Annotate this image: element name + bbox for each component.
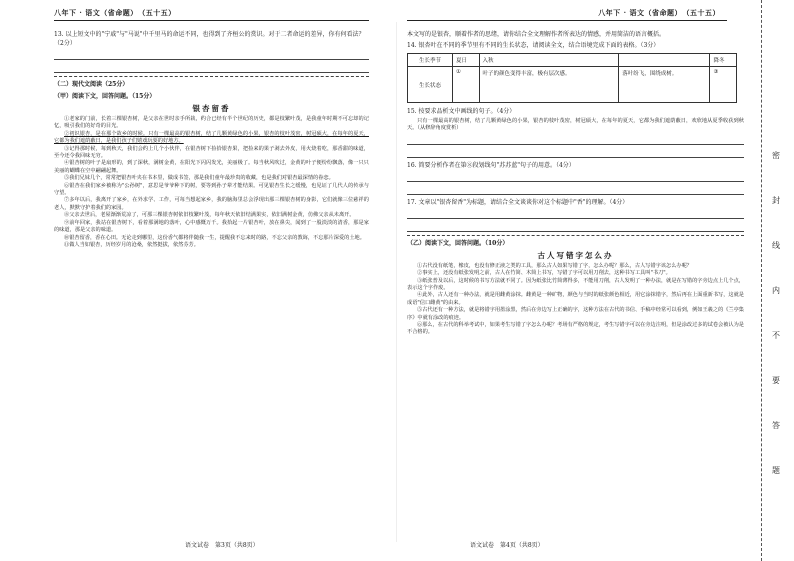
answer-line[interactable] — [407, 172, 744, 182]
answer-line[interactable] — [407, 135, 744, 145]
table-answer-cell[interactable]: ① — [453, 67, 480, 103]
essay-title: 古人写错字怎么办 — [537, 250, 614, 260]
essay-paragraph: ③纸张普及以后，这时候的书写方法就不同了。因为纸张比竹简薄得多，不能用刀削，古人发明了一种办法，就是在写错的字旁边点上几个点，表示这个字作废。 — [407, 277, 744, 292]
answer-line[interactable] — [54, 50, 369, 60]
section-heading: （二）现代文阅读（25分） — [54, 81, 129, 88]
section-divider — [407, 235, 744, 236]
essay-paragraph: ③记得那时候，每到秋天，我们会约上几个小伙伴，在银杏树下捡拾银杏果，把捡来的果子剥去外皮，用火烧着吃，那香甜的味道，至今还令我回味无穷。 — [54, 145, 369, 160]
essay-paragraph: ⑤古代还有一种方法，就是将错字用墨涂黑，然后在旁边写上正确的字，这种方法在古代的书信、手稿中经常可以看到，例如王羲之的《兰亭集序》中就有涂改的痕迹。 — [407, 307, 744, 321]
table-header-cell: 降冬 — [710, 54, 737, 67]
seal-line-char: 要 — [772, 376, 780, 385]
essay-paragraph: ②事实上，还没有纸张发明之前，古人在竹简、木简上书写，写错了字可以用刀削去，这种书写工具叫"书刀"。 — [417, 270, 671, 277]
question-16: 16. 简要分析作者在第⑧段划线句"苏苏蓝"句子的用意。（4分） — [407, 161, 575, 169]
left-page-header: 八年下 · 语文（省命题） （五十五） — [54, 8, 176, 17]
answer-line[interactable] — [407, 185, 744, 195]
answer-line[interactable] — [407, 222, 744, 232]
seal-line-char: 密 — [772, 151, 780, 160]
essay-paragraph: ⑨前年回家，我站在银杏树下，看着那满地的落叶，心中感慨万千。我拾起一片银杏叶，放在鼻尖，闻到了一股淡淡的清香，那是家的味道，那是父亲的味道。 — [54, 219, 369, 234]
right-page — [397, 0, 794, 561]
essay-paragraph: ⑦多年以后，我离开了家乡，在外求学、工作，可每当想起家乡，我的脑海里总会浮现出那三棵银杏树的身影，它们就像三位慈祥的老人，默默守护着我们的家园。 — [54, 197, 369, 211]
answer-line[interactable] — [54, 63, 369, 73]
essay-paragraph: ①老家的门前，长着三棵银杏树，是父亲在世时亲手所栽，约合已经有半个世纪的历史，都是枝繁叶茂，是我童年时期不可忘却的记忆，吸引我们的好奇的目光。 — [54, 116, 369, 130]
seal-line-char: 答 — [772, 421, 780, 430]
seal-line-char: 内 — [772, 286, 780, 295]
table-row-head: 生长状态 — [408, 67, 453, 103]
growth-table — [407, 53, 737, 103]
subsection-heading: （乙）阅读下文，回答问题。（10分） — [407, 239, 509, 247]
seal-line-char: 题 — [772, 466, 780, 475]
table-header-cell: 夏日 — [453, 54, 480, 67]
question-14: 14. 银杏叶在不同的季节里有不同的生长状态，请阅读全文，结合语境完成下面的表格。（3分） — [407, 42, 660, 49]
question-13: 13. 以上短文中的"宁戚"与"马说"中千里马的命运不同，也得到了齐桓公的赏识。对于二者命运的差异，你有何看法？（2分） — [54, 31, 365, 47]
question-17: 17. 文章以"银杏留香"为标题，请结合全文谈谈你对这个标题中"香"的理解。（4分） — [407, 198, 629, 206]
essay-title: 银杏留香 — [192, 104, 231, 113]
right-page-header: 八年下 · 语文（省命题） （五十五） — [598, 8, 720, 17]
essay-paragraph: ⑤我们兄妹几个，常常把银杏叶夹在书本里，做成书签，那是我们童年最珍贵的收藏，也是我们对银杏最深情的眷恋。 — [64, 175, 334, 182]
left-page-footer: 语文试卷 第3页（共8页） — [185, 542, 259, 549]
seal-line-sidebar — [761, 0, 794, 561]
seal-line-char: 不 — [772, 331, 780, 340]
table-header-cell: 生长季节 — [408, 54, 453, 67]
continued-text: 本文写的是银杏，顺着作者的思绪，请你结合全文理解作者所表达的情感，并用简洁的语言概括。 — [407, 31, 666, 38]
essay-paragraph: ④银杏树的叶子是扇形的，到了深秋，满树金黄，在阳光下闪闪发光，美丽极了。每当秋风吹过，金黄的叶子便纷纷飘落，像一只只美丽的蝴蝶在空中翩翩起舞。 — [54, 160, 369, 174]
answer-line[interactable] — [407, 209, 744, 219]
essay-paragraph: ⑪做人当如银杏，历经岁月的沧桑，依然挺拔，依然芬芳。 — [64, 241, 199, 248]
table-header-cell: 入秋 — [479, 54, 619, 67]
right-page-footer: 语文试卷 第4页（共8页） — [470, 542, 544, 549]
essay-paragraph: ①古代没有纸笔，橡皮，也没有修正液之类的工具，那么古人如果写错了字，怎么办呢？那么，古人写错字该怎么办呢？ — [417, 262, 692, 269]
essay-paragraph: ⑥银杏在我们家乡被称为"公孙树"，意思是爷爷种下的树，要等到孙子辈才能结果。可见银杏生长之缓慢，也见证了几代人的传承与守望。 — [54, 182, 369, 197]
essay-paragraph: ⑩银杏留香，香在心田。无论走到哪里，这份香气都将伴随我一生，提醒我不忘来时的路，不忘父亲的教诲，不忘那片深爱的土地。 — [64, 234, 365, 241]
essay-paragraph: ④此外，古人还有一种办法，就是用雌黄涂抹。雌黄是一种矿物，颜色与当时的纸张颜色相近，用它涂抹错字，然后再在上面重新书写，这就是成语"信口雌黄"的由来。 — [407, 292, 744, 306]
question-15: 15. 按要求品析文中画线的句子。（4分） — [407, 108, 516, 115]
essay-paragraph: ⑧父亲去世后，老屋渐渐荒凉了，可那三棵银杏树依旧枝繁叶茂，每年秋天依旧结满果实，依旧满树金黄，仿佛父亲从未离开。 — [64, 212, 355, 219]
quoted-sentence: 只有一棵最高的银杏树，结了几颗黄绿色的小果，银杏的枝叶茂密，树冠硕大，在每年的夏天，它都为我们遮荫蔽日，欢欣地从夏季收获到秋天。（从修辞角度赏析） — [407, 118, 744, 132]
seal-line-char: 线 — [772, 241, 780, 250]
table-cell: 叶子的颜色变得丰富，极有层次感。 — [479, 67, 619, 103]
section-divider — [54, 76, 369, 77]
table-answer-cell[interactable]: ③ — [710, 67, 737, 103]
subsection-heading: （甲）阅读下文，回答问题。（15分） — [54, 93, 156, 100]
table-header-cell — [619, 54, 710, 67]
essay-paragraph: ②初识银杏，是在那个故乡的时候。只有一棵最高的银杏树，结了几颗黄绿色的小果，银杏的枝叶茂密，树冠硕大，在每年的夏天，它都为我们遮荫蔽日，是我们孩子们嬉戏玩耍的好地方。 — [54, 130, 369, 145]
essay-paragraph: ⑥那么，在古代的科举考试中，如果考生写错了字怎么办呢？考场有严格的规定，考生写错字可以在旁边注明，但是涂改过多的试卷会被认为是不合格的。 — [407, 322, 744, 336]
seal-line-char: 封 — [772, 196, 780, 205]
answer-line[interactable] — [407, 148, 744, 158]
table-cell: 落叶纷飞，围绕成树。 — [619, 67, 710, 103]
